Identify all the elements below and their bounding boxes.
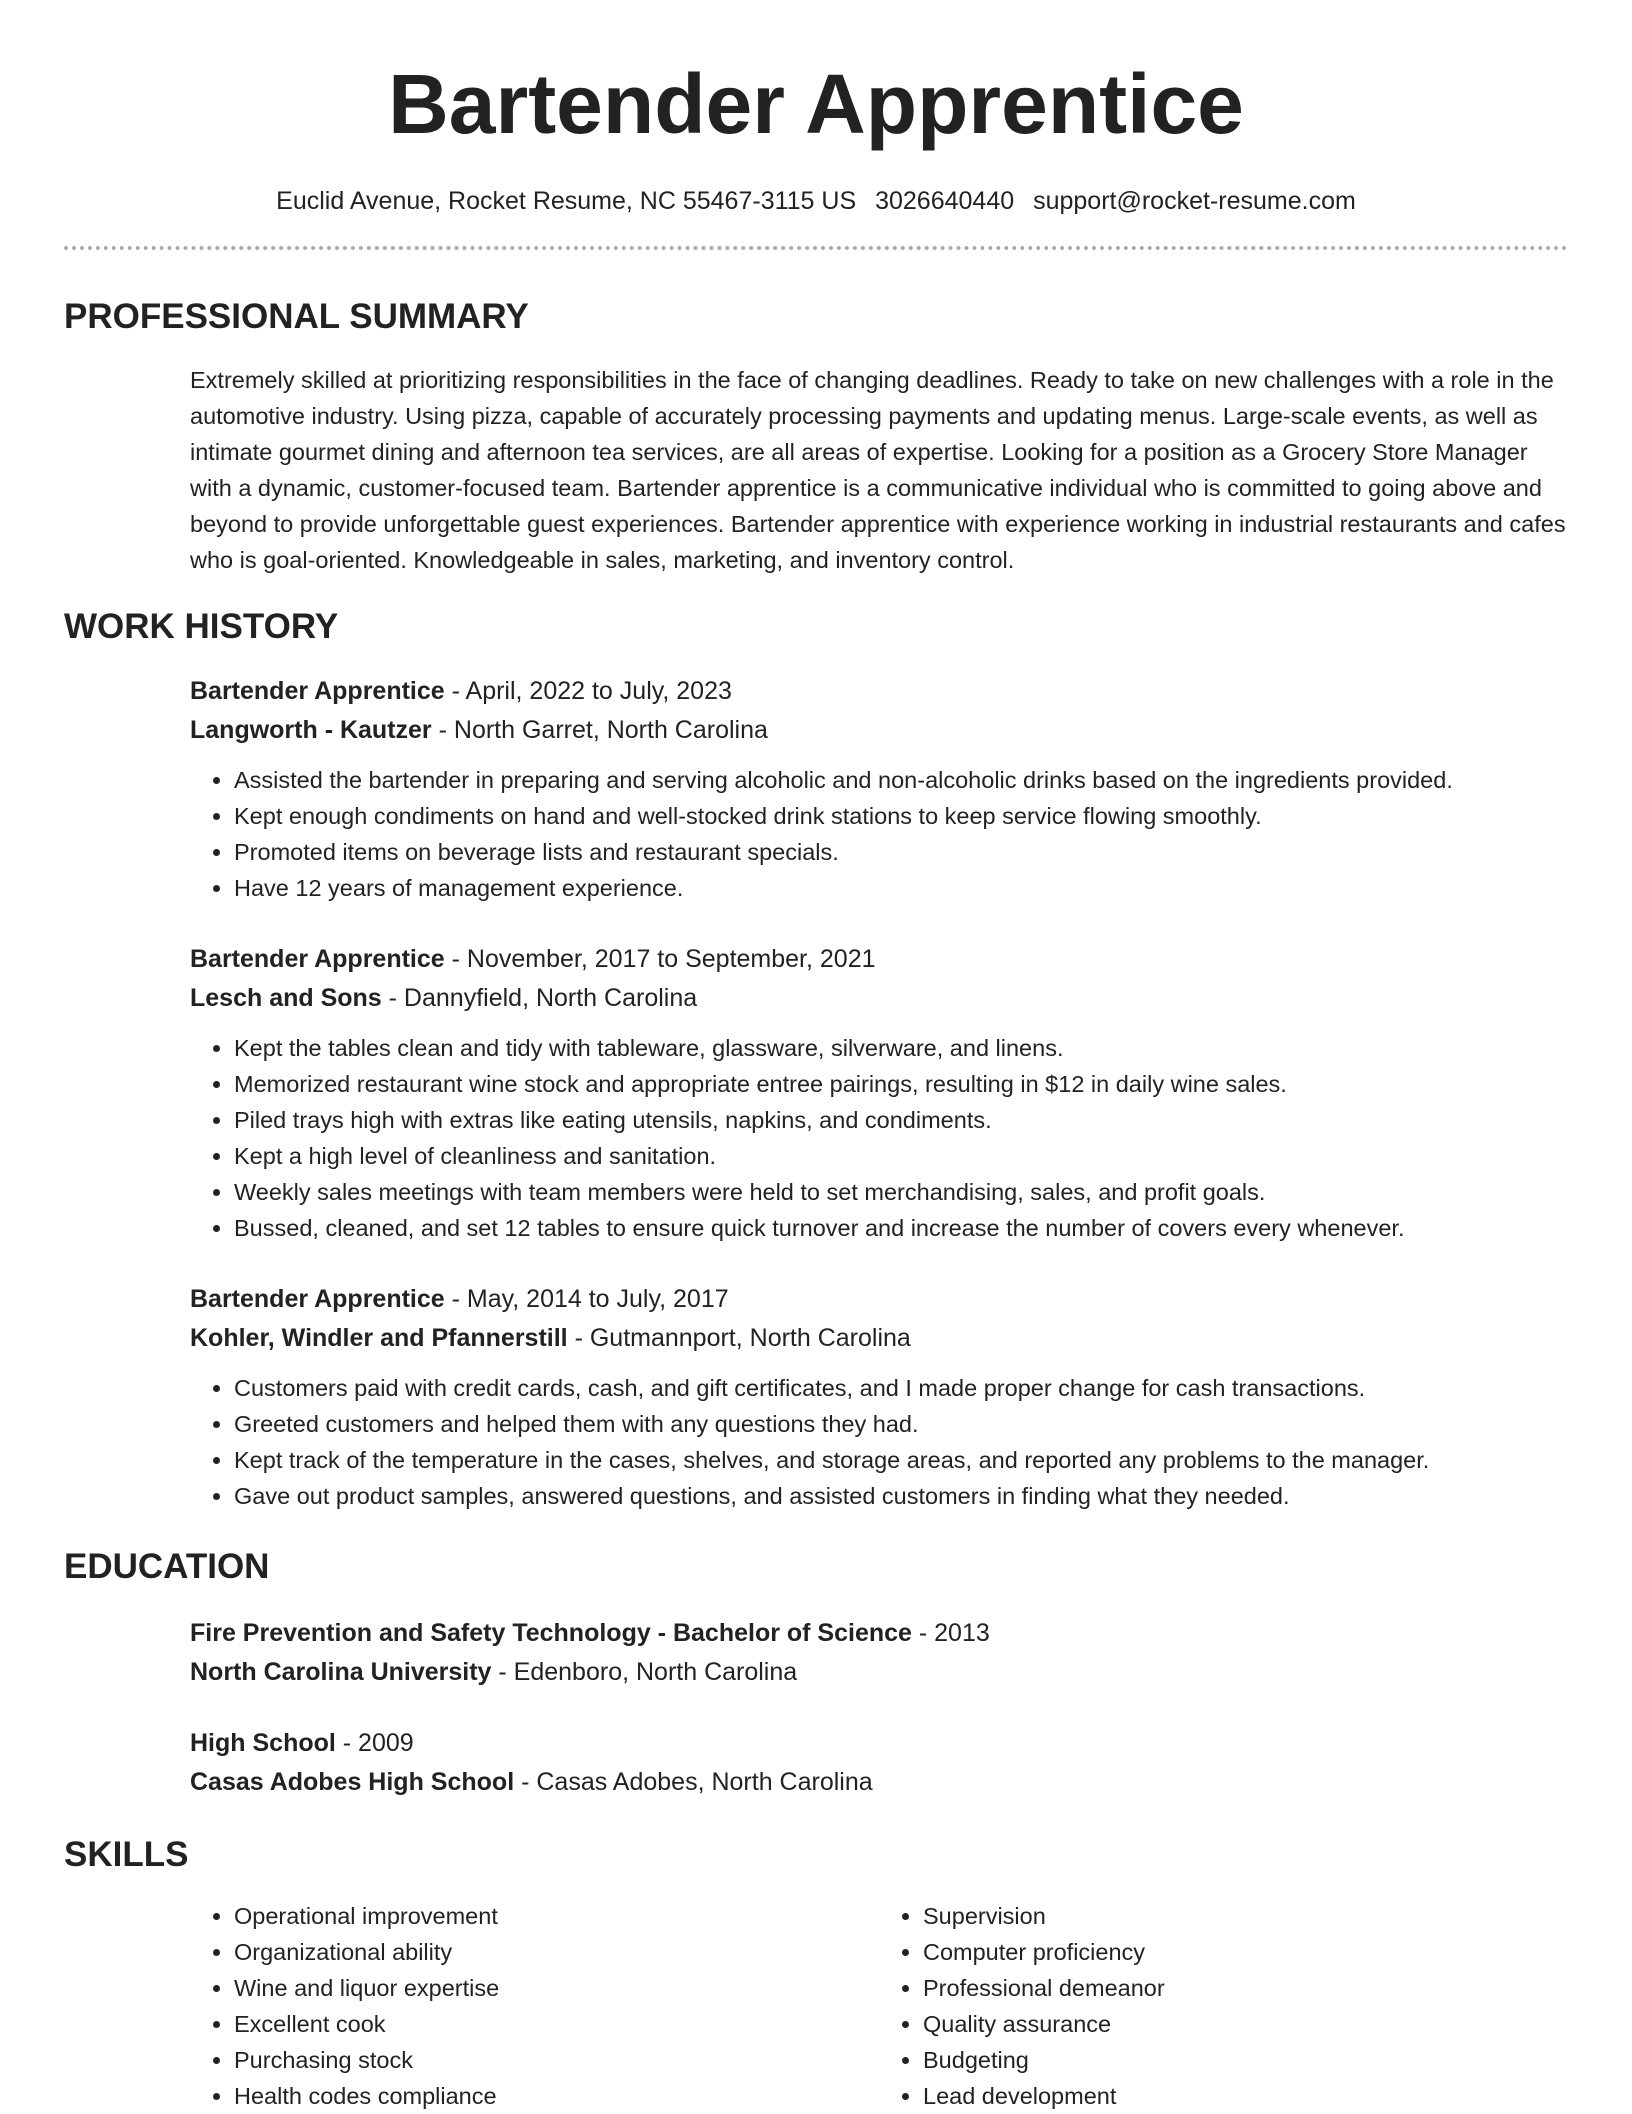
job-location: - Dannyfield, North Carolina <box>381 984 698 1012</box>
education-degree: High School <box>190 1729 336 1757</box>
education-year: - 2013 <box>911 1619 990 1647</box>
job-bullet: • Memorized restaurant wine stock and appropriate entree pairings, resulting in $12 in daily wine sales. <box>234 1066 1568 1102</box>
skills-left-column <box>190 1898 879 2114</box>
skill-item: • Computer proficiency <box>923 1934 1568 1970</box>
job-bullet: • Have 12 years of management experience. <box>234 870 1568 906</box>
job-company: Lesch and Sons <box>190 984 382 1012</box>
skill-item: • Professional demeanor <box>923 1970 1568 2006</box>
job-bullets <box>190 1370 1568 1514</box>
education-year: - 2009 <box>335 1729 414 1757</box>
job-entry <box>190 1280 1568 1514</box>
job-bullets <box>190 1030 1568 1246</box>
summary-text: Extremely skilled at prioritizing responsibilities in the face of changing deadlines. Ready to take on new challenges with a role in the automotive industry. Using pizza, capable of accurately processing payments and updating menus. Large-scale events, as well as intimate gourmet dining and afternoon tea services, are all areas of expertise. Looking for a position as a Grocery Store Manager with a dynamic, customer-focused team. Bartender apprentice is a communicative individual who is committed to going above and beyond to provide unforgettable guest experiences. Bartender apprentice with experience working in industrial restaurants and cafes who is goal-oriented. Knowledgeable in sales, marketing, and inventory control. <box>190 367 1566 573</box>
job-bullet: • Promoted items on beverage lists and restaurant specials. <box>234 834 1568 870</box>
skill-item: • Budgeting <box>923 2042 1568 2078</box>
job-bullet: • Kept a high level of cleanliness and sanitation. <box>234 1138 1568 1174</box>
job-dates: - May, 2014 to July, 2017 <box>444 1285 729 1313</box>
job-company: Kohler, Windler and Pfannerstill <box>190 1324 568 1352</box>
skills-right-column <box>879 1898 1568 2114</box>
job-company-line <box>190 1319 1568 1358</box>
header-divider <box>64 246 1568 250</box>
job-title-line <box>190 1280 1568 1319</box>
candidate-name: Bartender Apprentice <box>388 57 1244 151</box>
work-history-list <box>64 672 1568 1514</box>
skill-item: • Lead development <box>923 2078 1568 2114</box>
skill-item: • Purchasing stock <box>234 2042 879 2078</box>
skills-columns <box>190 1898 1568 2114</box>
job-company-line <box>190 979 1568 1018</box>
job-entry <box>190 672 1568 906</box>
job-title-line <box>190 940 1568 979</box>
education-school-line <box>190 1653 1568 1692</box>
job-bullets <box>190 762 1568 906</box>
contact-line <box>64 186 1568 216</box>
job-company: Langworth - Kautzer <box>190 716 432 744</box>
education-school: Casas Adobes High School <box>190 1768 515 1796</box>
contact-email: support@rocket-resume.com <box>1033 187 1356 215</box>
job-role: Bartender Apprentice <box>190 677 445 705</box>
job-role: Bartender Apprentice <box>190 1285 445 1313</box>
job-role: Bartender Apprentice <box>190 945 445 973</box>
summary-heading: PROFESSIONAL SUMMARY <box>64 297 529 336</box>
job-dates: - April, 2022 to July, 2023 <box>444 677 732 705</box>
work-history-heading: WORK HISTORY <box>64 607 339 646</box>
job-bullet: • Weekly sales meetings with team members were held to set merchandising, sales, and profit goals. <box>234 1174 1568 1210</box>
education-school-line <box>190 1763 1568 1802</box>
education-degree: Fire Prevention and Safety Technology - Bachelor of Science <box>190 1619 912 1647</box>
job-bullet: • Kept the tables clean and tidy with tableware, glassware, silverware, and linens. <box>234 1030 1568 1066</box>
education-list <box>64 1614 1568 1802</box>
job-bullet: • Assisted the bartender in preparing and serving alcoholic and non-alcoholic drinks based on the ingredients provided. <box>234 762 1568 798</box>
skill-item: • Quality assurance <box>923 2006 1568 2042</box>
job-location: - Gutmannport, North Carolina <box>567 1324 911 1352</box>
job-bullet: • Bussed, cleaned, and set 12 tables to ensure quick turnover and increase the number of covers every whenever. <box>234 1210 1568 1246</box>
contact-address: Euclid Avenue, Rocket Resume, NC 55467-3115 US <box>276 187 857 215</box>
education-entry <box>190 1724 1568 1802</box>
job-bullet: • Greeted customers and helped them with any questions they had. <box>234 1406 1568 1442</box>
job-entry <box>190 940 1568 1246</box>
skill-item: • Supervision <box>923 1898 1568 1934</box>
job-bullet: • Kept enough condiments on hand and well-stocked drink stations to keep service flowing smoothly. <box>234 798 1568 834</box>
education-degree-line <box>190 1614 1568 1653</box>
education-location: - Edenboro, North Carolina <box>491 1658 798 1686</box>
job-bullet: • Piled trays high with extras like eating utensils, napkins, and condiments. <box>234 1102 1568 1138</box>
job-dates: - November, 2017 to September, 2021 <box>444 945 876 973</box>
skill-item: • Health codes compliance <box>234 2078 879 2114</box>
education-heading: EDUCATION <box>64 1547 270 1586</box>
job-location: - North Garret, North Carolina <box>431 716 768 744</box>
contact-phone: 3026640440 <box>875 187 1015 215</box>
job-company-line <box>190 711 1568 750</box>
job-bullet: • Kept track of the temperature in the cases, shelves, and storage areas, and reported any problems to the manager. <box>234 1442 1568 1478</box>
education-school: North Carolina University <box>190 1658 492 1686</box>
skill-item: • Excellent cook <box>234 2006 879 2042</box>
education-entry <box>190 1614 1568 1692</box>
education-location: - Casas Adobes, North Carolina <box>514 1768 873 1796</box>
job-bullet: • Customers paid with credit cards, cash, and gift certificates, and I made proper change for cash transactions. <box>234 1370 1568 1406</box>
education-degree-line <box>190 1724 1568 1763</box>
skill-item: • Organizational ability <box>234 1934 879 1970</box>
skill-item: • Operational improvement <box>234 1898 879 1934</box>
skills-heading: SKILLS <box>64 1835 189 1874</box>
job-title-line <box>190 672 1568 711</box>
job-bullet: • Gave out product samples, answered questions, and assisted customers in finding what they needed. <box>234 1478 1568 1514</box>
skill-item: • Wine and liquor expertise <box>234 1970 879 2006</box>
